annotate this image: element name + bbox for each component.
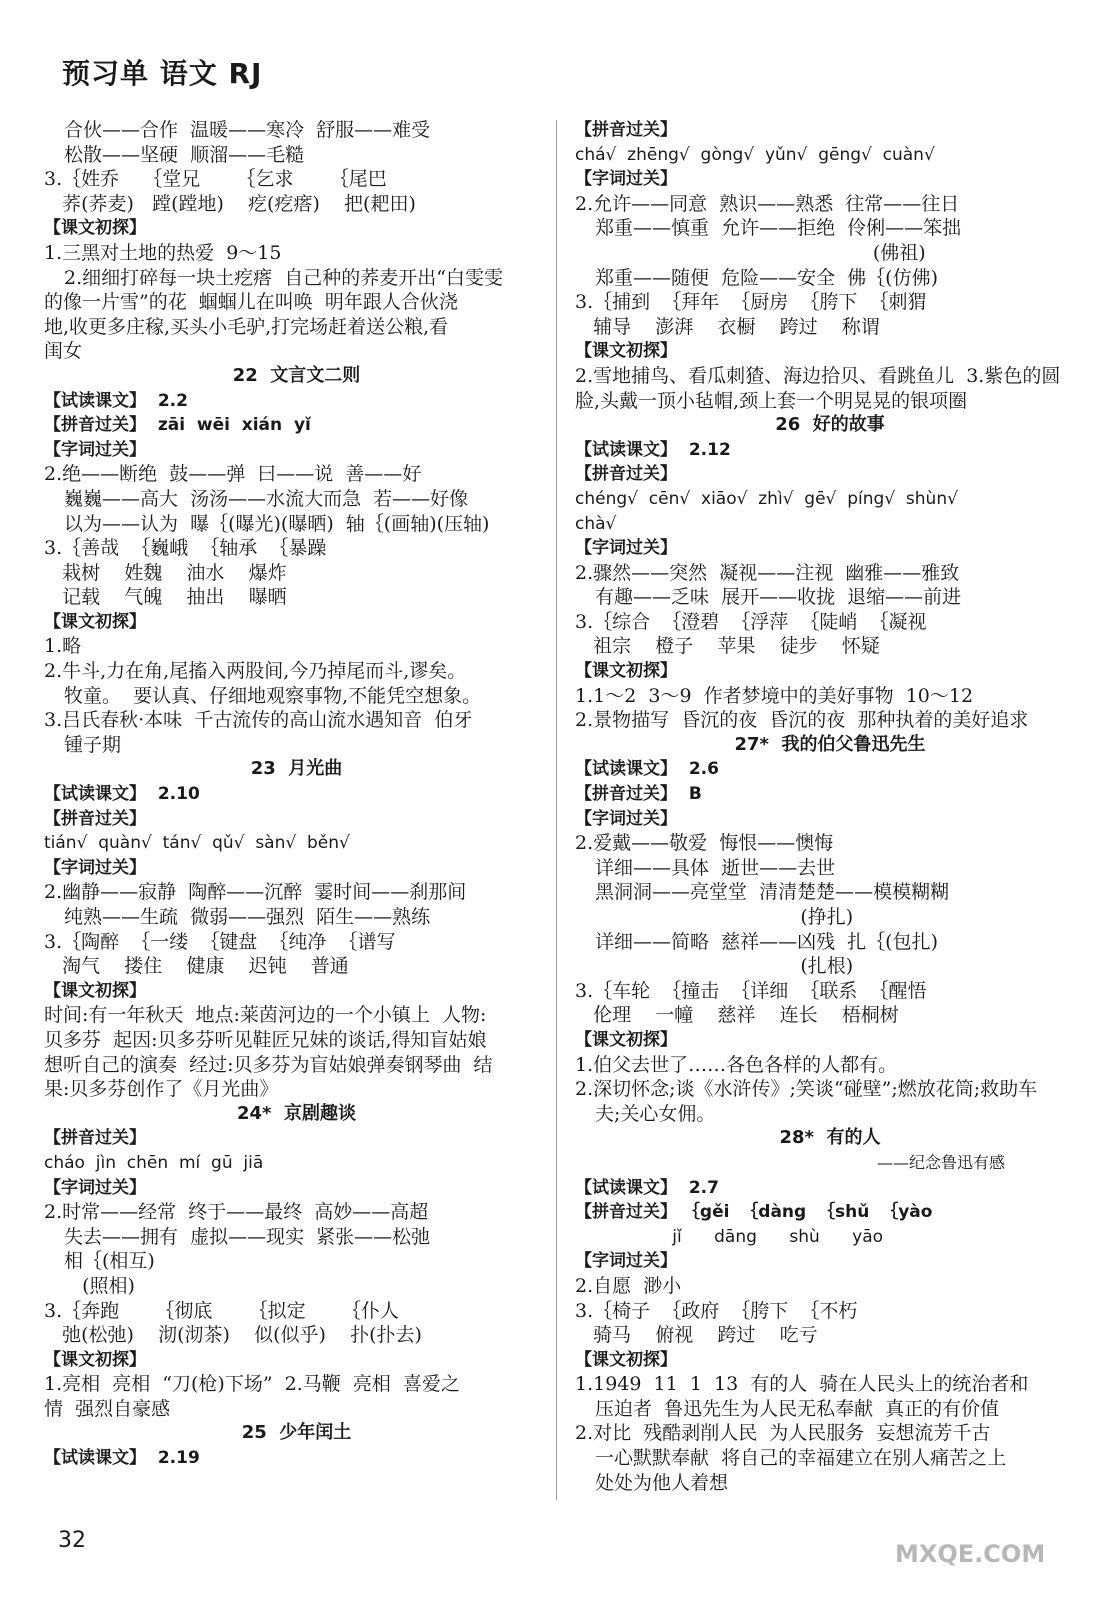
- left-text-line: 失去——拥有 虚拟——现实 紧张——松弛: [64, 1225, 431, 1248]
- left-text-line: 1.亮相 亮相 “刀(枪)下场” 2.马鞭 亮相 喜爱之: [44, 1373, 460, 1396]
- right-text-line: 压迫者 鲁迅先生为人民无私奉献 真正的有价值: [595, 1397, 1000, 1420]
- left-text-line: 1.略: [44, 635, 82, 658]
- right-text-line: (扎根): [595, 955, 854, 978]
- left-text-line: 相｛(相互): [64, 1250, 155, 1273]
- right-text-line: 郑重——慎重 允许——拒绝 伶俐——笨拙: [595, 217, 962, 240]
- left-text-line: 松散——坚硬 顺溜——毛糙: [64, 143, 305, 166]
- right-text-line: 2.对比 残酷剥削人民 为人民服务 妄想流芳千古: [575, 1422, 991, 1445]
- right-text-line: 黑洞洞——亮堂堂 清清楚楚——模模糊糊: [595, 881, 950, 904]
- left-text-line: cháo jìn chēn mí gū jiā: [44, 1152, 264, 1173]
- right-text-line: 祖宗 橙子 苹果 徒步 怀疑: [575, 635, 880, 658]
- right-text-line: 3.｛捕到 ｛拜年 ｛厨房 ｛胯下 ｛刺猬: [575, 291, 927, 314]
- page-header: 预习单 语文 RJ: [62, 57, 263, 90]
- right-section-heading: 27* 我的伯父鲁迅先生: [734, 733, 926, 755]
- column-divider: [556, 120, 557, 1500]
- right-text-line: 详细——简略 慈祥——凶残 扎｛(包扎): [595, 930, 938, 953]
- left-section-label: 【课文初探】: [44, 611, 146, 632]
- right-text-line: chéng√ cēn√ xiāo√ zhì√ gē√ píng√ shùn√: [575, 488, 958, 509]
- right-text-line: 2.骤然——突然 凝视——注视 幽雅——雅致: [575, 561, 960, 584]
- right-text-line: 一心默默奉献 将自己的幸福建立在别人痛苦之上: [595, 1447, 1007, 1470]
- right-text-line: (佛祖): [595, 241, 926, 264]
- left-section-label: 【试读课文】 2.10: [44, 784, 200, 805]
- left-text-line: 贝多芬 起因:贝多芬听见鞋匠兄妹的谈话,得知盲姑娘: [44, 1028, 487, 1051]
- left-section-label: 【拼音过关】: [44, 808, 146, 829]
- left-text-line: 弛(松弛) 沏(沏茶) 似(似乎) 扑(扑去): [44, 1324, 422, 1347]
- left-text-line: 2.牛斗,力在角,尾搐入两股间,今乃掉尾而斗,谬矣。: [44, 660, 467, 683]
- left-text-line: 果:贝多芬创作了《月光曲》: [44, 1078, 279, 1101]
- right-text-line: 辅导 澎湃 衣橱 跨过 称谓: [575, 315, 880, 338]
- right-section-heading: 26 好的故事: [775, 414, 885, 436]
- left-text-line: 的像一片雪”的花 蝈蝈儿在叫唤 明年跟人合伙浇: [44, 291, 458, 314]
- right-section-label: 【字词过关】: [575, 1251, 677, 1272]
- right-text-line: 3.｛椅子 ｛政府 ｛胯下 ｛不朽: [575, 1299, 858, 1322]
- right-text-line: (挣扎): [595, 906, 854, 928]
- right-section-heading: 28* 有的人: [779, 1127, 881, 1149]
- right-text-line: 2.允许——同意 熟识——熟悉 往常——往日: [575, 192, 960, 215]
- right-text-line: chá√ zhēng√ gòng√ yǔn√ gēng√ cuàn√: [575, 144, 935, 165]
- right-text-line: ——纪念鲁迅有感: [876, 1152, 1005, 1172]
- right-text-line: 2.自愿 渺小: [575, 1274, 682, 1297]
- right-section-label: 【拼音过关】: [575, 464, 677, 485]
- left-column: [44, 118, 549, 1471]
- left-text-line: 纯熟——生疏 微弱——强烈 陌生——熟练: [64, 906, 431, 928]
- left-section-label: 【字词过关】: [44, 857, 146, 878]
- left-text-line: 时间:有一年秋天 地点:莱茵河边的一个小镇上 人物:: [44, 1004, 487, 1027]
- watermark: MXQE.COM: [895, 1540, 1046, 1568]
- right-text-line: 伦理 一幢 慈祥 连长 梧桐树: [575, 1004, 899, 1027]
- left-text-line: (照相): [64, 1274, 135, 1297]
- right-text-line: 2.景物描写 昏沉的夜 昏沉的夜 那种执着的美好追求: [575, 709, 1029, 732]
- right-text-line: 1.1949 11 1 13 有的人 骑在人民头上的统治者和: [575, 1373, 1029, 1396]
- right-text-line: jǐ dāng shù yāo: [575, 1226, 884, 1247]
- left-section-label: 【课文初探】: [44, 1349, 146, 1370]
- right-section-label: 【字词过关】: [575, 169, 677, 190]
- right-text-line: 骑马 俯视 跨过 吃亏: [575, 1324, 818, 1347]
- right-section-label: 【课文初探】: [575, 1029, 677, 1050]
- right-text-line: 有趣——乏味 展开——收拢 退缩——前进: [595, 586, 962, 609]
- right-column: [575, 118, 1085, 1495]
- right-text-line: chà√: [575, 513, 617, 534]
- right-section-label: 【字词过关】: [575, 808, 677, 829]
- left-text-line: 以为——认为 曝｛(曝光)(曝晒) 轴｛(画轴)(压轴): [64, 512, 490, 535]
- left-text-line: 2.幽静——寂静 陶醉——沉醉 霎时间——刹那间: [44, 881, 467, 904]
- left-text-line: 1.三黑对土地的热爱 9～15: [44, 241, 282, 264]
- right-section-label: 【试读课文】 2.12: [575, 439, 731, 460]
- left-text-line: 闺女: [44, 340, 83, 363]
- left-text-line: 牧童。 要认真、仔细地观察事物,不能凭空想象。: [64, 684, 482, 707]
- left-text-line: 锺子期: [64, 733, 122, 756]
- right-text-line: 2.雪地捕鸟、看瓜刺猹、海边拾贝、看跳鱼儿 3.紫色的圆: [575, 364, 1061, 387]
- right-section-label: 【课文初探】: [575, 341, 677, 362]
- right-section-label: 【拼音过关】 B: [575, 784, 702, 805]
- right-text-line: 1.伯父去世了……各色各样的人都有。: [575, 1053, 898, 1076]
- left-text-line: 2.细细打碎每一块土疙瘩 自己种的荞麦开出“白雯雯: [64, 266, 503, 289]
- left-section-heading: 22 文言文二则: [232, 364, 361, 386]
- left-section-label: 【拼音过关】 zāi wēi xián yǐ: [44, 415, 311, 436]
- right-section-label: 【试读课文】 2.6: [575, 759, 719, 780]
- page-number: 32: [58, 1528, 86, 1553]
- right-text-line: 2.爱戴——敬爱 悔恨——懊悔: [575, 832, 834, 855]
- left-text-line: 3.｛善哉 ｛巍峨 ｛轴承 ｛暴躁: [44, 537, 327, 560]
- left-section-heading: 24* 京剧趣谈: [237, 1102, 356, 1124]
- left-text-line: tián√ quàn√ tán√ qǔ√ sàn√ běn√: [44, 833, 350, 854]
- left-text-line: 3.｛奔跑 ｛彻底 ｛拟定 ｛仆人: [44, 1299, 399, 1322]
- left-text-line: 地,收更多庄稼,买头小毛驴,打完场赶着送公粮,看: [44, 315, 449, 338]
- right-section-label: 【课文初探】: [575, 1349, 677, 1370]
- right-section-label: 【拼音过关】: [575, 120, 677, 140]
- left-text-line: 情 强烈自豪感: [44, 1397, 171, 1420]
- left-text-line: 记载 气魄 抽出 曝晒: [44, 586, 287, 609]
- left-text-line: 巍巍——高大 汤汤——水流大而急 若——好像: [64, 487, 469, 510]
- right-text-line: 2.深切怀念;谈《水浒传》;笑谈“碰壁”;燃放花筒;救助车: [575, 1078, 1038, 1101]
- right-section-label: 【试读课文】 2.7: [575, 1177, 719, 1198]
- left-section-label: 【试读课文】 2.2: [44, 390, 188, 411]
- right-section-label: 【课文初探】: [575, 661, 677, 682]
- left-text-line: 3.吕氏春秋·本味 千古流传的高山流水遇知音 伯牙: [44, 709, 473, 732]
- left-text-line: 想听自己的演奏 经过:贝多芬为盲姑娘弹奏钢琴曲 结: [44, 1053, 493, 1076]
- left-text-line: 3.｛陶醉 ｛一缕 ｛键盘 ｛纯净 ｛谱写: [44, 930, 396, 953]
- left-section-label: 【字词过关】: [44, 439, 146, 460]
- right-text-line: 处处为他人着想: [595, 1471, 729, 1494]
- left-text-line: 2.时常——经常 终于——最终 高妙——高超: [44, 1201, 429, 1224]
- right-text-line: 3.｛综合 ｛澄碧 ｛浮萍 ｛陡峭 ｛凝视: [575, 610, 927, 633]
- left-section-heading: 25 少年闰土: [241, 1422, 352, 1444]
- left-text-line: 3.｛姓乔 ｛堂兄 ｛乞求 ｛尾巴: [44, 168, 387, 191]
- right-section-label: 【拼音过关】 ｛gěi ｛dàng ｛shǔ ｛yào: [575, 1202, 933, 1223]
- right-text-line: 郑重——随便 危险——安全 佛｛(仿佛): [595, 266, 938, 289]
- left-section-heading: 23 月光曲: [250, 758, 343, 780]
- left-text-line: 合伙——合作 温暖——寒冷 舒服——难受: [64, 119, 431, 141]
- right-text-line: 夫;关心女佣。: [595, 1102, 716, 1125]
- left-section-label: 【课文初探】: [44, 980, 146, 1001]
- right-text-line: 详细——具体 逝世——去世: [595, 856, 836, 879]
- left-text-line: 栽树 姓魏 油水 爆炸: [44, 561, 287, 584]
- left-section-label: 【课文初探】: [44, 218, 146, 239]
- left-section-label: 【字词过关】: [44, 1177, 146, 1198]
- right-text-line: 3.｛车轮 ｛撞击 ｛详细 ｛联系 ｛醒悟: [575, 979, 927, 1002]
- left-text-line: 2.绝——断绝 鼓——弹 曰——说 善——好: [44, 463, 422, 486]
- left-text-line: 淘气 搂住 健康 迟钝 普通: [44, 955, 349, 978]
- right-section-label: 【字词过关】: [575, 538, 677, 559]
- left-section-label: 【拼音过关】: [44, 1128, 146, 1149]
- right-text-line: 1.1～2 3～9 作者梦境中的美好事物 10～12: [575, 684, 974, 707]
- right-text-line: 脸,头戴一顶小毡帽,颈上套一个明晃晃的银项圈: [575, 389, 968, 412]
- left-text-line: 荞(荞麦) 蹚(蹚地) 疙(疙瘩) 把(耙田): [44, 192, 416, 215]
- left-section-label: 【试读课文】 2.19: [44, 1448, 200, 1469]
